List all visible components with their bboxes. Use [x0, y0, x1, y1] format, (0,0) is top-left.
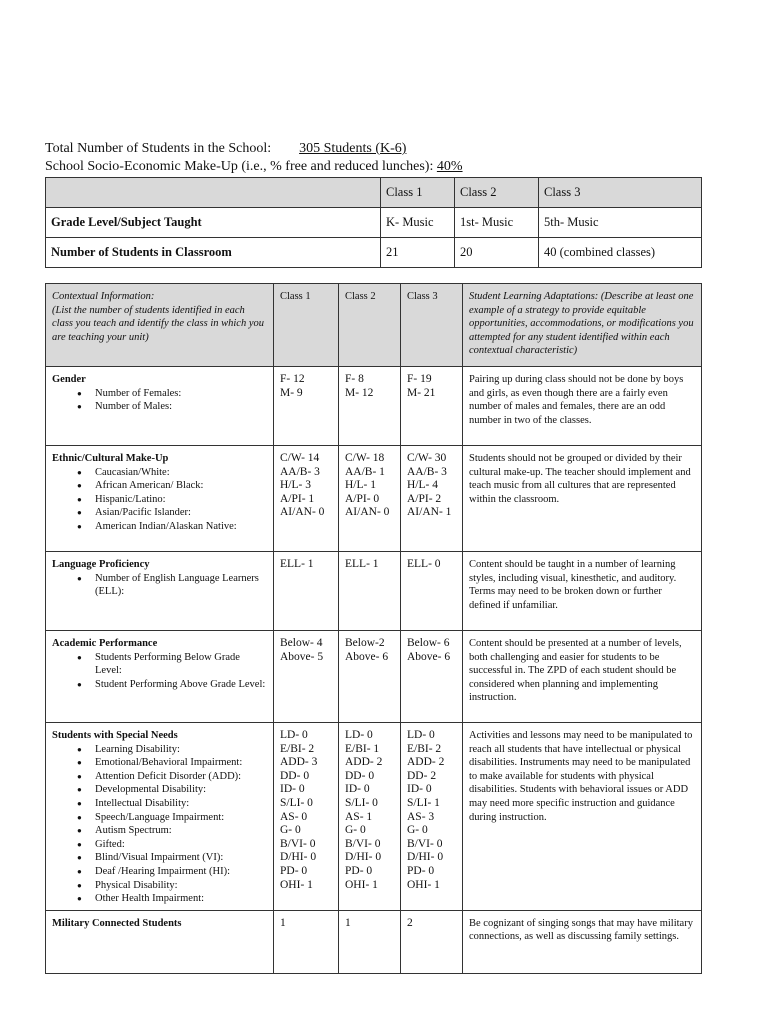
table-row — [46, 208, 702, 238]
value: PD- 0 — [345, 864, 373, 877]
class1-values — [274, 446, 339, 552]
value: S/LI- 0 — [345, 796, 378, 809]
value: G- 0 — [345, 824, 366, 837]
value: LD- 0 — [280, 729, 308, 741]
value: F- 12 — [280, 373, 305, 385]
value: H/L- 3 — [280, 479, 311, 492]
value: 1 — [345, 916, 351, 929]
value: 1 — [280, 916, 286, 929]
category-title: Gender — [52, 374, 86, 385]
value: ADD- 2 — [407, 756, 445, 769]
value: ADD- 3 — [280, 756, 318, 769]
adaptation-text: Content should be presented at a number of levels, both challenging and easier for students to be successful in. The ZPD of each student should be considered when planning and implementing instruction. — [463, 631, 702, 723]
list-item: ● Physical Disability: — [77, 879, 267, 893]
total-students-value: 305 Students (K-6) — [299, 141, 407, 156]
list-item: ● Number of Females: — [77, 387, 267, 401]
value: S/LI- 1 — [407, 796, 440, 809]
class2-values — [339, 446, 401, 552]
category-cell — [46, 446, 274, 552]
value: OHI- 1 — [345, 878, 378, 891]
category-title: Students with Special Needs — [52, 730, 178, 741]
value: DD- 0 — [280, 769, 310, 782]
value: ELL- 1 — [280, 558, 314, 570]
value: AI/AN- 0 — [345, 506, 390, 519]
value: ID- 0 — [345, 783, 370, 796]
value: DD- 2 — [407, 769, 437, 782]
class2-values — [339, 723, 401, 911]
table-row — [46, 910, 702, 973]
value: PD- 0 — [280, 864, 308, 877]
class2-values — [339, 552, 401, 631]
table-row — [46, 367, 702, 446]
cell: 1st- Music — [455, 208, 539, 238]
value: OHI- 1 — [280, 878, 313, 891]
value: ADD- 2 — [345, 756, 383, 769]
class3-values — [401, 723, 463, 911]
value: ID- 0 — [407, 783, 432, 796]
cell: 40 (combined classes) — [539, 238, 702, 268]
list-item: ● Number of English Language Learners (ELL): — [77, 572, 267, 599]
category-cell — [46, 910, 274, 973]
adaptation-text: Pairing up during class should not be done by boys and girls, as even though there are a fairly even number of males and females, there are an odd number in two of the classes. — [463, 367, 702, 446]
class-1-header: Class 1 — [381, 178, 455, 208]
total-students-line — [45, 140, 463, 158]
value: AI/AN- 0 — [280, 506, 325, 519]
value: Below- 6 — [407, 637, 450, 649]
cell: 20 — [455, 238, 539, 268]
class-3-header: Class 3 — [401, 284, 463, 367]
ses-value: 40% — [436, 159, 463, 174]
total-students-label: Total Number of Students in the School: — [45, 141, 272, 156]
value: DD- 0 — [345, 769, 375, 782]
school-summary — [45, 140, 463, 176]
value: C/W- 14 — [280, 452, 320, 464]
list-item: ● Learning Disability: — [77, 743, 267, 757]
list-item: ● Developmental Disability: — [77, 783, 267, 797]
list-item: ● Attention Deficit Disorder (ADD): — [77, 770, 267, 784]
cell: 21 — [381, 238, 455, 268]
list-item: ● Student Performing Above Grade Level: — [77, 678, 267, 692]
value: H/L- 1 — [345, 479, 376, 492]
value: AI/AN- 1 — [407, 506, 452, 519]
value: ID- 0 — [280, 783, 305, 796]
category-title: Military Connected Students — [52, 917, 182, 929]
class3-values — [401, 367, 463, 446]
list-item: ● American Indian/Alaskan Native: — [77, 520, 267, 534]
value: AA/B- 3 — [280, 465, 320, 478]
class2-values — [339, 367, 401, 446]
context-header-text: Contextual Information: (List the number of students identified in each class you teach and identify the class in which you are teaching your unit) — [46, 284, 274, 367]
category-cell — [46, 723, 274, 911]
table-row — [46, 552, 702, 631]
value: PD- 0 — [407, 864, 435, 877]
category-items — [52, 743, 267, 906]
adaptation-text: Students should not be grouped or divided by their cultural make-up. The teacher should implement and teach music from all cultures that are represented within the classroom. — [463, 446, 702, 552]
value: LD- 0 — [345, 729, 373, 741]
value: OHI- 1 — [407, 878, 440, 891]
class1-values — [274, 367, 339, 446]
list-item: ● Hispanic/Latino: — [77, 493, 267, 507]
value: S/LI- 0 — [280, 796, 313, 809]
contextual-header — [46, 284, 702, 367]
value: B/VI- 0 — [407, 837, 443, 850]
value: AS- 3 — [407, 810, 435, 823]
cell: 5th- Music — [539, 208, 702, 238]
row-label: Number of Students in Classroom — [46, 238, 381, 268]
table-row — [46, 723, 702, 911]
class-overview-header — [46, 178, 702, 208]
list-item: ● Autism Spectrum: — [77, 824, 267, 838]
value: F- 8 — [345, 373, 364, 385]
class1-values — [274, 631, 339, 723]
class-overview-table — [45, 177, 702, 268]
value: D/HI- 0 — [280, 851, 317, 864]
class3-values — [401, 446, 463, 552]
value: B/VI- 0 — [345, 837, 381, 850]
list-item: ● Deaf /Hearing Impairment (HI): — [77, 865, 267, 879]
table-row — [46, 238, 702, 268]
list-item: ● Gifted: — [77, 838, 267, 852]
class1-values — [274, 552, 339, 631]
list-item: ● Number of Males: — [77, 400, 267, 414]
category-items — [52, 466, 267, 534]
list-item: ● Other Health Impairment: — [77, 892, 267, 906]
value: AS- 1 — [345, 810, 373, 823]
value: Above- 6 — [345, 650, 389, 663]
value: A/PI- 0 — [345, 492, 380, 505]
value: G- 0 — [280, 824, 301, 837]
value: Below-2 — [345, 637, 385, 649]
list-item: ● Emotional/Behavioral Impairment: — [77, 756, 267, 770]
value: M- 9 — [280, 386, 303, 399]
value: C/W- 30 — [407, 452, 447, 464]
category-items — [52, 651, 267, 692]
value: M- 12 — [345, 386, 374, 399]
category-items — [52, 572, 267, 599]
class-2-header: Class 2 — [455, 178, 539, 208]
table-row — [46, 631, 702, 723]
value: A/PI- 1 — [280, 492, 315, 505]
category-cell — [46, 631, 274, 723]
value: LD- 0 — [407, 729, 435, 741]
list-item: ● African American/ Black: — [77, 479, 267, 493]
value: Above- 5 — [280, 650, 324, 663]
value: M- 21 — [407, 386, 436, 399]
class1-values — [274, 723, 339, 911]
list-item: ● Intellectual Disability: — [77, 797, 267, 811]
class-3-header: Class 3 — [539, 178, 702, 208]
category-title: Language Proficiency — [52, 559, 150, 570]
list-item: ● Students Performing Below Grade Level: — [77, 651, 267, 678]
category-title: Ethnic/Cultural Make-Up — [52, 453, 169, 464]
adaptation-text: Content should be taught in a number of learning styles, including visual, kinesthetic, and auditory. Terms may need to be broken down or further defined if unfamiliar. — [463, 552, 702, 631]
class3-values — [401, 910, 463, 973]
adaptations-header: Student Learning Adaptations: (Describe at least one example of a strategy to provide equitable opportunities, accommodations, or modifications you attempted for any student identified within each contextual characteristic) — [463, 284, 702, 367]
class3-values — [401, 552, 463, 631]
adaptation-text: Activities and lessons may need to be manipulated to reach all students that have intellectual or physical disabilities. Instruments may need to be manipulated to make available for students with physical disabilities. Students with behavioral issues or ADD may need more specific instruction and guidance during instruction. — [463, 723, 702, 911]
value: E/BI- 1 — [345, 742, 380, 755]
row-label: Grade Level/Subject Taught — [46, 208, 381, 238]
value: B/VI- 0 — [280, 837, 316, 850]
list-item: ● Caucasian/White: — [77, 466, 267, 480]
value: H/L- 4 — [407, 479, 438, 492]
value: G- 0 — [407, 824, 428, 837]
value: Below- 4 — [280, 637, 323, 649]
category-cell — [46, 552, 274, 631]
value: AA/B- 1 — [345, 465, 385, 478]
list-item: ● Blind/Visual Impairment (VI): — [77, 851, 267, 865]
value: ELL- 0 — [407, 558, 441, 570]
class2-values — [339, 631, 401, 723]
list-item: ● Asian/Pacific Islander: — [77, 506, 267, 520]
value: Above- 6 — [407, 650, 451, 663]
value: D/HI- 0 — [345, 851, 382, 864]
value: C/W- 18 — [345, 452, 385, 464]
value: 2 — [407, 916, 413, 929]
value: E/BI- 2 — [280, 742, 315, 755]
class2-values — [339, 910, 401, 973]
ses-line — [45, 158, 463, 176]
category-title: Academic Performance — [52, 638, 158, 649]
class-2-header: Class 2 — [339, 284, 401, 367]
value: F- 19 — [407, 373, 432, 385]
value: A/PI- 2 — [407, 492, 442, 505]
category-cell — [46, 367, 274, 446]
list-item: ● Speech/Language Impairment: — [77, 811, 267, 825]
cell: K- Music — [381, 208, 455, 238]
value: AS- 0 — [280, 810, 308, 823]
category-items — [52, 387, 267, 414]
class3-values — [401, 631, 463, 723]
table-row — [46, 446, 702, 552]
contextual-info-table — [45, 283, 702, 974]
value: E/BI- 2 — [407, 742, 442, 755]
value: AA/B- 3 — [407, 465, 447, 478]
adaptation-text: Be cognizant of singing songs that may have military connections, as well as discussing family settings. — [463, 910, 702, 973]
class-1-header: Class 1 — [274, 284, 339, 367]
class1-values — [274, 910, 339, 973]
ses-label: School Socio-Economic Make-Up (i.e., % free and reduced lunches): — [45, 159, 434, 174]
value: ELL- 1 — [345, 558, 379, 570]
value: D/HI- 0 — [407, 851, 444, 864]
